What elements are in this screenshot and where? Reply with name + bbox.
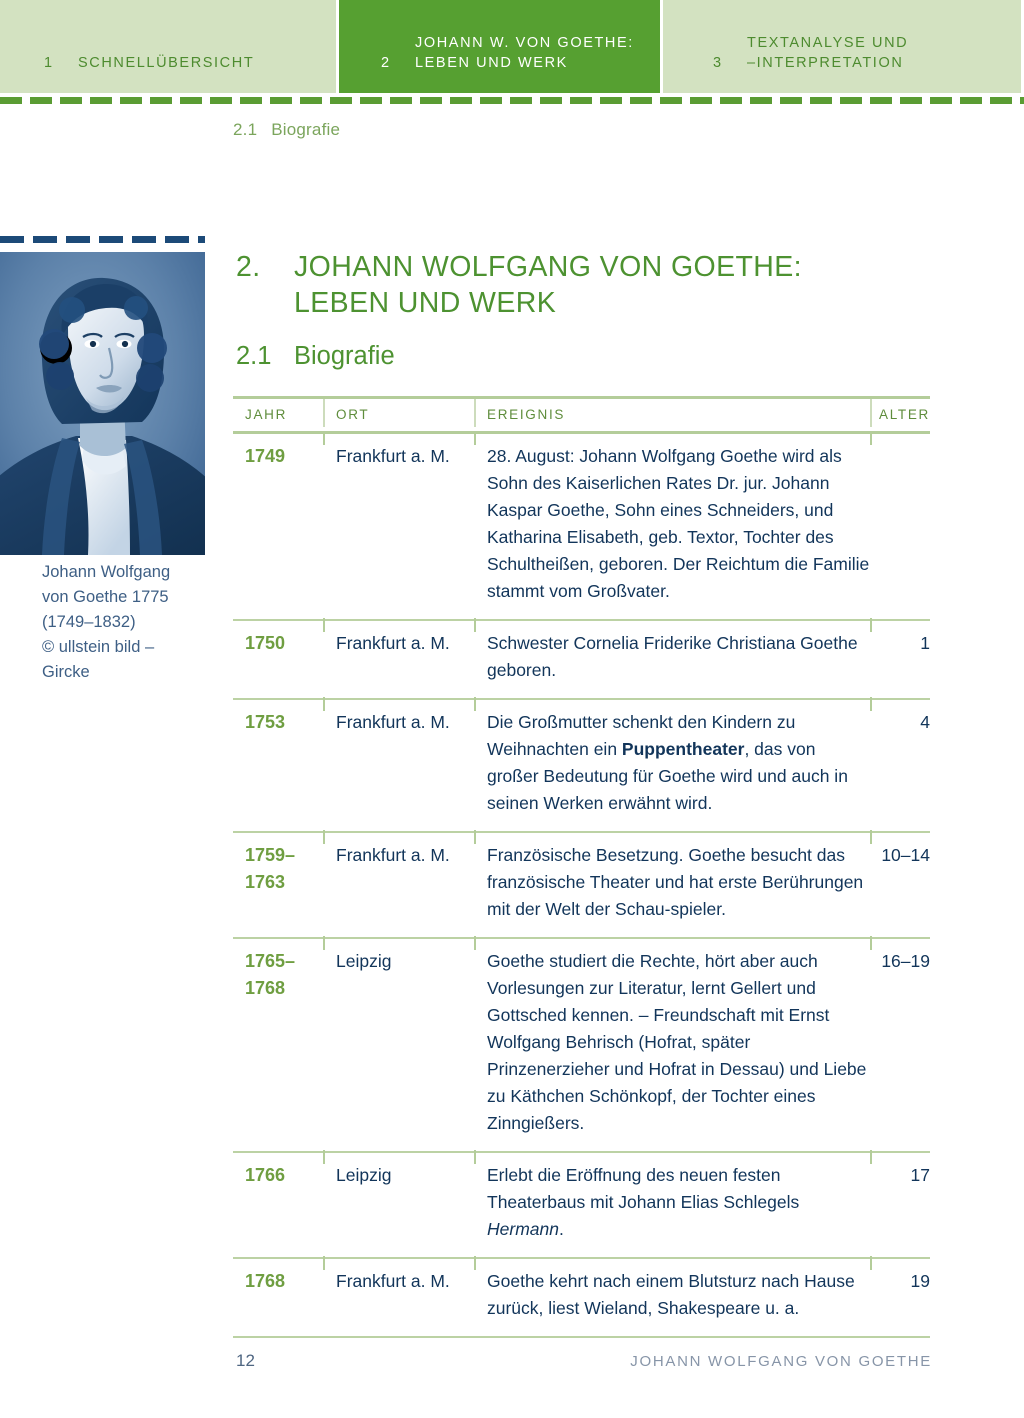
jahr-line: 1749 <box>245 446 286 466</box>
column-divider <box>474 399 476 427</box>
cell-jahr <box>233 621 322 698</box>
jahr-line: 1766 <box>245 1165 286 1185</box>
table-row-rule <box>233 1336 930 1338</box>
cell-ereignis: Goethe kehrt nach einem Blutsturz nach Hause zurück, liest Wieland, Shakespeare u. a. <box>487 1271 855 1318</box>
cell-ort: Leipzig <box>336 951 392 971</box>
column-divider <box>870 936 872 950</box>
table-row <box>233 434 930 619</box>
breadcrumb-label: Biografie <box>271 120 341 139</box>
column-divider <box>323 618 325 632</box>
column-divider <box>323 1150 325 1164</box>
tab-number: 2 <box>381 55 391 71</box>
column-divider <box>323 697 325 711</box>
cell-alter: 17 <box>910 1165 930 1185</box>
cell-ereignis: Schwester Cornelia Friderike Christiana Goethe geboren. <box>487 633 858 680</box>
column-divider <box>474 936 476 950</box>
tab-label: TEXTANALYSE UND –INTERPRETATION <box>747 35 909 71</box>
cell-alter: 4 <box>920 712 930 732</box>
column-header-ereignis: EREIGNIS <box>487 407 566 422</box>
table-row <box>233 700 930 831</box>
column-divider <box>870 697 872 711</box>
cell-ort: Frankfurt a. M. <box>336 845 450 865</box>
column-divider <box>870 1150 872 1164</box>
column-divider <box>870 830 872 844</box>
table-row <box>233 1153 930 1257</box>
cell-alter: 16–19 <box>881 951 930 971</box>
column-header-jahr: JAHR <box>245 407 288 422</box>
page-title <box>236 249 936 321</box>
table-row <box>233 833 930 937</box>
chapter-tab-bar <box>0 0 1024 93</box>
cell-alter: 19 <box>910 1271 930 1291</box>
cell-ort: Frankfurt a. M. <box>336 1271 450 1291</box>
caption-line: © ullstein bild – <box>42 638 155 656</box>
tab-textanalyse-und-interpretation[interactable] <box>663 0 1021 93</box>
column-divider <box>474 431 476 445</box>
caption-line: Johann Wolfgang <box>42 563 171 581</box>
biography-table <box>233 396 930 1338</box>
column-divider <box>870 399 872 427</box>
cell-ort: Frankfurt a. M. <box>336 446 450 466</box>
column-divider <box>870 431 872 445</box>
column-divider <box>323 1256 325 1270</box>
column-header-ort: ORT <box>336 407 370 422</box>
column-divider <box>474 830 476 844</box>
cell-ort: Frankfurt a. M. <box>336 633 450 653</box>
jahr-line: 1750 <box>245 633 286 653</box>
column-divider <box>323 936 325 950</box>
cell-jahr <box>233 833 322 937</box>
figure-caption <box>42 560 217 685</box>
tab-johann-w-von-goethe[interactable] <box>336 0 663 93</box>
cell-jahr <box>233 1259 322 1336</box>
tab-number: 1 <box>44 55 54 71</box>
page-title-text: JOHANN WOLFGANG VON GOETHE: LEBEN UND WERK <box>294 251 803 319</box>
table-row <box>233 939 930 1151</box>
section-title-text: Biografie <box>294 342 395 370</box>
cell-alter: 10–14 <box>881 845 930 865</box>
tab-label: JOHANN W. VON GOETHE: LEBEN UND WERK <box>415 35 634 71</box>
cell-ereignis: Französische Besetzung. Goethe besucht das französische Theater und hat erste Berührungen mit der Welt der Schau-spieler. <box>487 845 864 919</box>
section-title <box>236 340 395 372</box>
jahr-line: 1763 <box>245 872 286 892</box>
tab-number: 3 <box>713 55 723 71</box>
tab-schnelluebersicht[interactable] <box>0 0 336 93</box>
footer-page-number: 12 <box>236 1351 255 1370</box>
column-divider <box>474 1150 476 1164</box>
caption-line: von Goethe 1775 <box>42 588 169 606</box>
tab-label: SCHNELLÜBERSICHT <box>78 55 255 71</box>
cell-jahr <box>233 434 322 619</box>
table-header-row <box>233 399 930 431</box>
cell-ort: Leipzig <box>336 1165 392 1185</box>
caption-line: Gircke <box>42 663 90 681</box>
jahr-line: 1753 <box>245 712 286 732</box>
column-header-alter: ALTER <box>878 407 930 422</box>
caption-line: (1749–1832) <box>42 613 136 631</box>
page-title-number: 2. <box>236 251 261 283</box>
cell-jahr <box>233 939 322 1151</box>
cell-ort: Frankfurt a. M. <box>336 712 450 732</box>
cell-alter: 1 <box>920 633 930 653</box>
table-row <box>233 1259 930 1336</box>
cell-ereignis: Goethe studiert die Rechte, hört aber auch Vorlesungen zur Literatur, lernt Gellert und Gottsched kennen. – Freundschaft mit Ernst Wolfgang Behrisch (Hofrat, später Prinzenerzieher und Hofrat in Dessau) und Liebe zu Käthchen Schönkopf, der Tochter eines Zinngießers. <box>487 951 867 1133</box>
cell-ereignis: Erlebt die Eröffnung des neuen festen Theaterbaus mit Johann Elias Schlegels Hermann. <box>487 1165 800 1239</box>
cell-jahr <box>233 700 322 831</box>
cell-ereignis: 28. August: Johann Wolfgang Goethe wird als Sohn des Kaiserlichen Rates Dr. jur. Johann Kaspar Goethe, Sohn eines Schneiders, und Katharina Elisabeth, geb. Textor, Tochter des Schultheißen, geboren. Der Reichtum die Familie stammt vom Großvater. <box>487 446 870 601</box>
column-divider <box>323 431 325 445</box>
column-divider <box>870 618 872 632</box>
goethe-portrait-image <box>0 252 205 555</box>
column-divider <box>323 830 325 844</box>
column-divider <box>870 1256 872 1270</box>
footer-running-title: JOHANN WOLFGANG VON GOETHE <box>630 1353 932 1370</box>
jahr-line: 1768 <box>245 978 286 998</box>
cell-alter <box>870 434 930 619</box>
column-divider <box>474 618 476 632</box>
cell-ereignis: Die Großmutter schenkt den Kindern zu Weihnachten ein Puppentheater, das von großer Bedeutung für Goethe wird und auch in seinen Werken erwähnt wird. <box>487 712 848 813</box>
column-divider <box>323 399 325 427</box>
table-body <box>233 434 930 1338</box>
jahr-line: 1759– <box>245 845 296 865</box>
cell-jahr <box>233 1153 322 1257</box>
jahr-line: 1765– <box>245 951 296 971</box>
section-title-number: 2.1 <box>236 342 272 370</box>
column-divider <box>474 1256 476 1270</box>
breadcrumb <box>233 120 340 140</box>
header-dashed-rule <box>0 97 1024 104</box>
jahr-line: 1768 <box>245 1271 286 1291</box>
table-row <box>233 621 930 698</box>
breadcrumb-number: 2.1 <box>233 120 258 139</box>
figure-dashed-rule <box>0 236 205 243</box>
column-divider <box>474 697 476 711</box>
